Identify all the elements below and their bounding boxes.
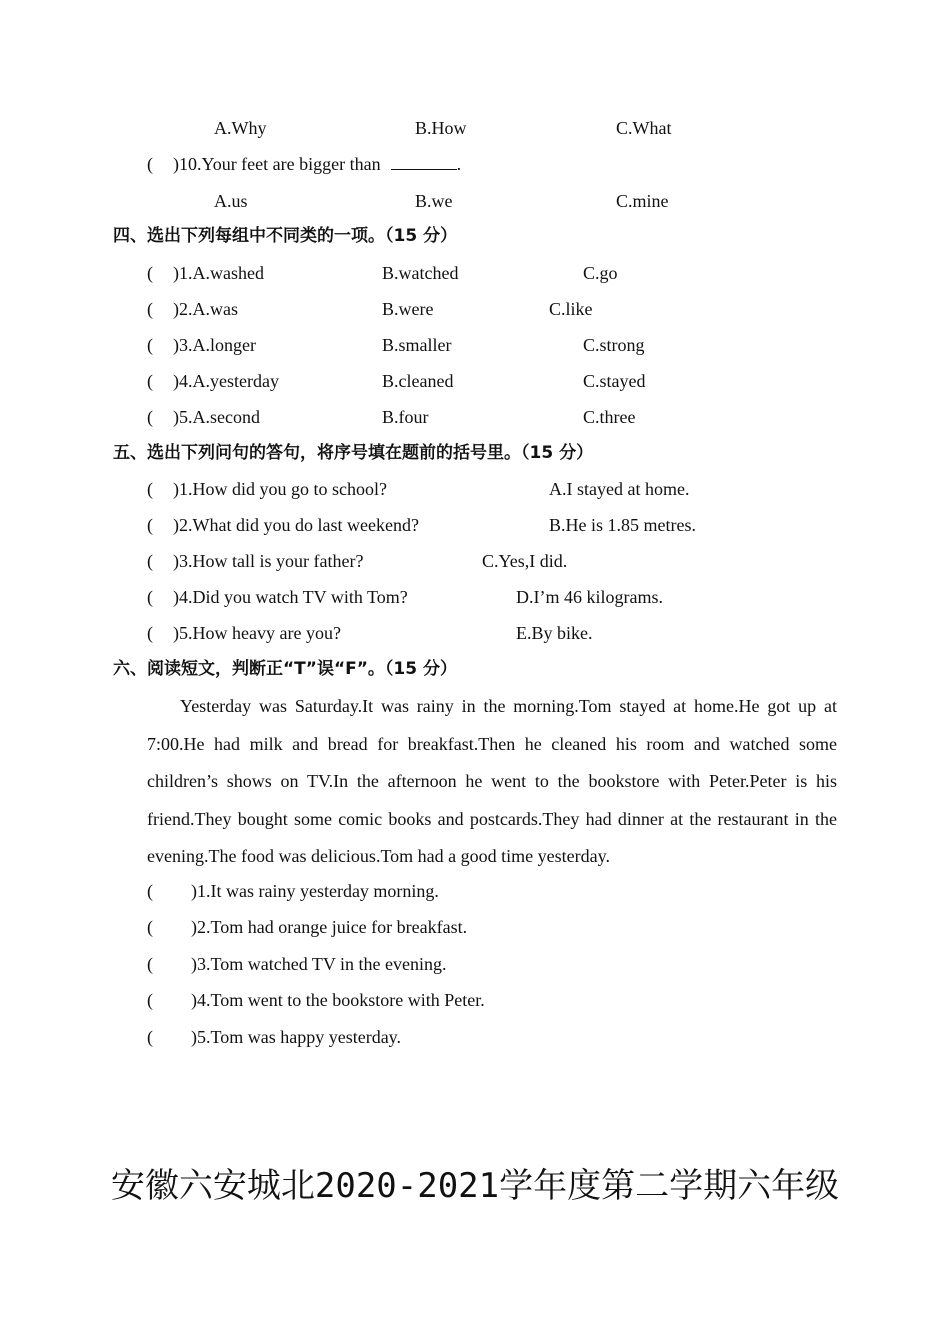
- item-answer: E.By bike.: [516, 623, 593, 643]
- answer-paren: (: [147, 371, 153, 391]
- q10-period: .: [456, 154, 462, 174]
- answer-paren: (: [147, 954, 153, 974]
- answer-paren: (: [147, 881, 153, 901]
- item-option-c: C.three: [583, 407, 636, 427]
- item-option-b: B.watched: [382, 263, 459, 283]
- q10-option-b: B.we: [415, 191, 453, 211]
- reading-passage: Yesterday was Saturday.It was rainy in the morning.Tom stayed at home.He got up at 7:00.He had milk and bread for breakfast.Then he cleaned his room and watched some children’s shows on TV.In the afternoon he went to the bookstore with Peter.Peter is his friend.They bought some comic books and postcards.They had dinner at the restaurant in the evening.The food was delicious.Tom had a good time yesterday.: [147, 696, 837, 866]
- answer-paren: (: [147, 407, 153, 427]
- item-option-c: C.like: [549, 299, 593, 319]
- answer-paren: (: [147, 154, 153, 174]
- section6-item: [0, 949, 950, 979]
- item-question: )2.What did you do last weekend?: [173, 515, 419, 535]
- section5-item: [0, 510, 950, 540]
- answer-paren: (: [147, 917, 153, 937]
- q9-option-c: C.What: [616, 118, 672, 138]
- section4-item: [0, 366, 950, 396]
- section4-item: [0, 294, 950, 324]
- section5-item: [0, 582, 950, 612]
- item-option-c: C.go: [583, 263, 618, 283]
- item-answer: D.I’m 46 kilograms.: [516, 587, 663, 607]
- item-statement: )5.Tom was happy yesterday.: [191, 1027, 402, 1047]
- answer-paren: (: [147, 335, 153, 355]
- section5-item: [0, 618, 950, 648]
- item-option-c: C.stayed: [583, 371, 646, 391]
- item-question: )1.How did you go to school?: [173, 479, 387, 499]
- item-option-c: C.strong: [583, 335, 645, 355]
- section5-heading: 五、选出下列问句的答句，将序号填在题前的括号里。（15 分）: [113, 443, 594, 463]
- item-option-b: B.cleaned: [382, 371, 454, 391]
- q10-question: [173, 149, 461, 179]
- item-question: )3.How tall is your father?: [173, 551, 364, 571]
- section6-heading: 六、阅读短文，判断正“T”误“F”。（15 分）: [113, 659, 457, 679]
- item-option-b: B.four: [382, 407, 429, 427]
- answer-paren: (: [147, 299, 153, 319]
- item-question: )4.Did you watch TV with Tom?: [173, 587, 408, 607]
- item-answer: A.I stayed at home.: [549, 479, 690, 499]
- answer-paren: (: [147, 263, 153, 283]
- answer-paren: (: [147, 623, 153, 643]
- section5-item: [0, 474, 950, 504]
- item-question: )4.A.yesterday: [173, 371, 279, 391]
- answer-paren: (: [147, 551, 153, 571]
- section6-item: [0, 912, 950, 942]
- answer-paren: (: [147, 1027, 153, 1047]
- section4-item: [0, 402, 950, 432]
- section6-item: [0, 1022, 950, 1052]
- q9-options-row: [0, 113, 950, 143]
- item-option-b: B.were: [382, 299, 434, 319]
- answer-paren: (: [147, 587, 153, 607]
- item-question: )2.A.was: [173, 299, 238, 319]
- item-statement: )4.Tom went to the bookstore with Peter.: [191, 990, 485, 1010]
- q9-option-a: A.Why: [214, 118, 267, 138]
- item-statement: )2.Tom had orange juice for breakfast.: [191, 917, 468, 937]
- item-option-b: B.smaller: [382, 335, 452, 355]
- section6-item: [0, 985, 950, 1015]
- item-answer: B.He is 1.85 metres.: [549, 515, 696, 535]
- answer-paren: (: [147, 479, 153, 499]
- item-question: )5.How heavy are you?: [173, 623, 341, 643]
- section5-item: [0, 546, 950, 576]
- q10-options-row: [0, 186, 950, 216]
- section4-item: [0, 330, 950, 360]
- q10-row: [0, 149, 950, 179]
- item-statement: )3.Tom watched TV in the evening.: [191, 954, 447, 974]
- item-answer: C.Yes,I did.: [482, 551, 568, 571]
- answer-paren: (: [147, 515, 153, 535]
- q10-option-a: A.us: [214, 191, 248, 211]
- q9-option-b: B.How: [415, 118, 467, 138]
- item-question: )5.A.second: [173, 407, 260, 427]
- fill-in-blank: [391, 151, 457, 170]
- item-question: )1.A.washed: [173, 263, 264, 283]
- item-question: )3.A.longer: [173, 335, 256, 355]
- item-statement: )1.It was rainy yesterday morning.: [191, 881, 439, 901]
- section4-heading: 四、选出下列每组中不同类的一项。（15 分）: [113, 226, 458, 246]
- section6-item: [0, 876, 950, 906]
- q10-question-text: )10.Your feet are bigger than: [173, 154, 381, 174]
- exam-title: 安徽六安城北2020-2021学年度第二学期六年级: [110, 1166, 840, 1206]
- section4-item: [0, 258, 950, 288]
- answer-paren: (: [147, 990, 153, 1010]
- q10-option-c: C.mine: [616, 191, 669, 211]
